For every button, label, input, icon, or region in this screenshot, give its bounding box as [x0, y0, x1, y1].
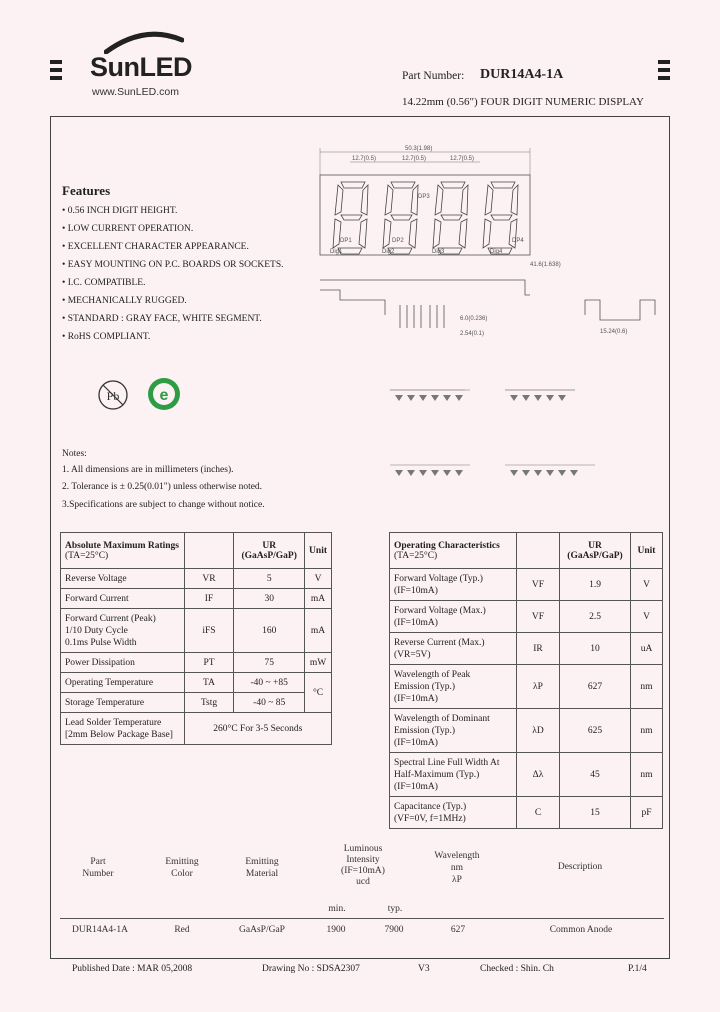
param: Lead Solder Temperature [2mm Below Package Base]: [61, 713, 185, 745]
symbol: IR: [517, 633, 560, 665]
digit-label-1: Dig1: [330, 249, 343, 255]
table-row: [61, 713, 332, 745]
value: 15: [560, 797, 631, 829]
feature-list: [62, 202, 284, 346]
features-title: Features: [62, 183, 111, 198]
corner-marker-right: [658, 60, 670, 80]
unit: °C: [305, 673, 332, 713]
value: -40 ~ 85: [234, 693, 305, 713]
symbol: Δλ: [517, 753, 560, 797]
unit: mW: [305, 653, 332, 673]
unit: nm: [631, 753, 663, 797]
operating-char-table: [389, 532, 663, 829]
color-cell: Red: [174, 925, 190, 935]
abs-max-col-ur-sub: (GaAsP/GaP): [241, 550, 297, 561]
param: Forward Current (Peak) 1/10 Duty Cycle 0.1ms Pulse Width: [61, 609, 185, 653]
table-row: [61, 609, 332, 653]
digit-label-2: Dig2: [382, 249, 395, 255]
version: V3: [418, 964, 430, 974]
symbol: C: [517, 797, 560, 829]
symbol: VF: [517, 601, 560, 633]
table-row: [390, 569, 663, 601]
material-cell: GaAsP/GaP: [239, 925, 285, 935]
abs-max-title: Absolute Maximum Ratings: [65, 540, 180, 551]
param: Forward Current: [61, 589, 185, 609]
value: 30: [234, 589, 305, 609]
published-date: Published Date : MAR 05,2008: [72, 964, 193, 974]
table-row: [61, 569, 332, 589]
symbol: Tstg: [184, 693, 234, 713]
col-emitting-material: Emitting Material: [245, 857, 279, 879]
typ-cell: 7900: [384, 925, 404, 935]
pb-free-icon: [96, 378, 130, 412]
unit: mA: [305, 589, 332, 609]
digit-label-3: Dig3: [432, 249, 445, 255]
param: Forward Voltage (Typ.) (IF=10mA): [390, 569, 517, 601]
note-item: 1. All dimensions are in millimeters (inches).: [62, 465, 234, 475]
drawing-number: Drawing No : SDSA2307: [262, 964, 360, 974]
feature-item: • EASY MOUNTING ON P.C. BOARDS OR SOCKETS.: [62, 260, 284, 270]
dim-pitch-3: 12.7(0.5): [450, 156, 475, 162]
col-wavelength: Wavelength nm λP: [434, 851, 480, 885]
abs-max-condition: (TA=25°C): [65, 550, 109, 561]
rohs-icon: [146, 376, 182, 412]
description-cell: Common Anode: [549, 925, 613, 935]
op-char-title: Operating Characteristics: [394, 540, 500, 551]
unit: V: [631, 569, 663, 601]
dp-label-2: DP2: [392, 238, 404, 244]
table-row: [61, 693, 332, 713]
feature-item: • I.C. COMPATIBLE.: [62, 278, 146, 288]
digit-label-4: Dig4: [490, 249, 503, 255]
note-item: 2. Tolerance is ± 0.25(0.01") unless otherwise noted.: [62, 482, 263, 492]
value: 160: [234, 609, 305, 653]
dim-pin-pitch: 2.54(0.1): [460, 331, 485, 337]
param: Spectral Line Full Width At Half-Maximum (Typ.) (IF=10mA): [390, 753, 517, 797]
table-row: [61, 673, 332, 693]
website: www.SunLED.com: [92, 86, 179, 98]
note-item: 3.Specifications are subject to change without notice.: [62, 500, 265, 510]
min-cell: 1900: [326, 925, 346, 935]
table-row: [390, 665, 663, 709]
value: 5: [234, 569, 305, 589]
value: 625: [560, 709, 631, 753]
value: 10: [560, 633, 631, 665]
param: Operating Temperature: [61, 673, 185, 693]
symbol: VF: [517, 569, 560, 601]
dim-total: 50.3(1.98): [405, 146, 433, 152]
op-char-col-ur: UR: [588, 540, 602, 551]
notes-title: Notes:: [62, 449, 87, 459]
feature-item: • MECHANICALLY RUGGED.: [62, 296, 187, 306]
table-row: [390, 797, 663, 829]
col-description: Description: [557, 862, 603, 872]
col-emitting-color: Emitting Color: [165, 857, 199, 879]
unit: V: [305, 569, 332, 589]
abs-max-table: [60, 532, 332, 745]
col-luminous-intensity: Luminous Intensity (IF=10mA) ucd: [341, 844, 385, 887]
symbol: λP: [517, 665, 560, 709]
param: Power Dissipation: [61, 653, 185, 673]
value: 627: [560, 665, 631, 709]
svg-text:e: e: [159, 387, 169, 404]
part-number-label: Part Number:: [402, 70, 465, 82]
dp-label-3: DP3: [418, 194, 430, 200]
unit: uA: [631, 633, 663, 665]
symbol: TA: [184, 673, 234, 693]
op-char-col-unit: Unit: [631, 533, 663, 569]
feature-item: • LOW CURRENT OPERATION.: [62, 224, 194, 234]
param: Reverse Current (Max.) (VR=5V): [390, 633, 517, 665]
feature-item: • EXCELLENT CHARACTER APPEARANCE.: [62, 242, 249, 252]
logo: SunLED: [90, 52, 192, 82]
page-number: P.1/4: [628, 964, 647, 974]
col-part-number: Part Number: [82, 857, 114, 879]
dim-pitch-1: 12.7(0.5): [352, 156, 377, 162]
table-row: [390, 709, 663, 753]
symbol: iFS: [184, 609, 234, 653]
param: Wavelength of Peak Emission (Typ.) (IF=10mA): [390, 665, 517, 709]
abs-max-col-ur: UR: [262, 540, 277, 551]
circuit-diagrams: [385, 370, 610, 500]
col-typ: typ.: [387, 904, 403, 914]
unit: nm: [631, 709, 663, 753]
op-char-col-ur-sub: (GaAsP/GaP): [567, 550, 623, 561]
param: Forward Voltage (Max.) (IF=10mA): [390, 601, 517, 633]
symbol: IF: [184, 589, 234, 609]
feature-item: • RoHS COMPLIANT.: [62, 332, 151, 342]
param: Storage Temperature: [61, 693, 185, 713]
unit: pF: [631, 797, 663, 829]
dp-label-4: DP4: [512, 238, 524, 244]
param: Capacitance (Typ.) (VF=0V, f=1MHz): [390, 797, 517, 829]
corner-marker-left: [50, 60, 62, 80]
unit: V: [631, 601, 663, 633]
table-row: [390, 633, 663, 665]
symbol: VR: [184, 569, 234, 589]
part-number: DUR14A4-1A: [480, 67, 564, 82]
symbol: λD: [517, 709, 560, 753]
part-number-cell: DUR14A4-1A: [72, 925, 128, 935]
unit: mA: [305, 609, 332, 653]
value: 2.5: [560, 601, 631, 633]
logo-arc-icon: [104, 30, 184, 54]
col-min: min.: [328, 904, 346, 914]
param: Reverse Voltage: [61, 569, 185, 589]
dim-pin-len: 6.0(0.236): [460, 316, 488, 322]
param: Wavelength of Dominant Emission (Typ.) (IF=10mA): [390, 709, 517, 753]
dim-pitch-2: 12.7(0.5): [402, 156, 427, 162]
feature-item: • STANDARD : GRAY FACE, WHITE SEGMENT.: [62, 314, 262, 324]
table-row: [61, 589, 332, 609]
checked-by: Checked : Shin. Ch: [480, 964, 554, 974]
value: 45: [560, 753, 631, 797]
table-row: [390, 753, 663, 797]
subtitle: 14.22mm (0.56") FOUR DIGIT NUMERIC DISPLAY: [402, 96, 644, 108]
part-table-divider: [60, 918, 664, 919]
abs-max-col-unit: Unit: [305, 533, 332, 569]
dp-label-1: DP1: [340, 238, 352, 244]
symbol: PT: [184, 653, 234, 673]
value: 75: [234, 653, 305, 673]
svg-text:Pb: Pb: [106, 389, 120, 403]
table-row: [390, 601, 663, 633]
unit: nm: [631, 665, 663, 709]
value: 1.9: [560, 569, 631, 601]
dim-right: 41.6(1.638): [530, 262, 561, 268]
dim-side: 15.24(0.6): [600, 329, 628, 335]
feature-item: • 0.56 INCH DIGIT HEIGHT.: [62, 206, 178, 216]
table-row: [61, 653, 332, 673]
wavelength-cell: 627: [450, 925, 466, 935]
value: 260°C For 3-5 Seconds: [184, 713, 331, 745]
op-char-condition: (TA=25°C): [394, 550, 438, 561]
value: -40 ~ +85: [234, 673, 305, 693]
